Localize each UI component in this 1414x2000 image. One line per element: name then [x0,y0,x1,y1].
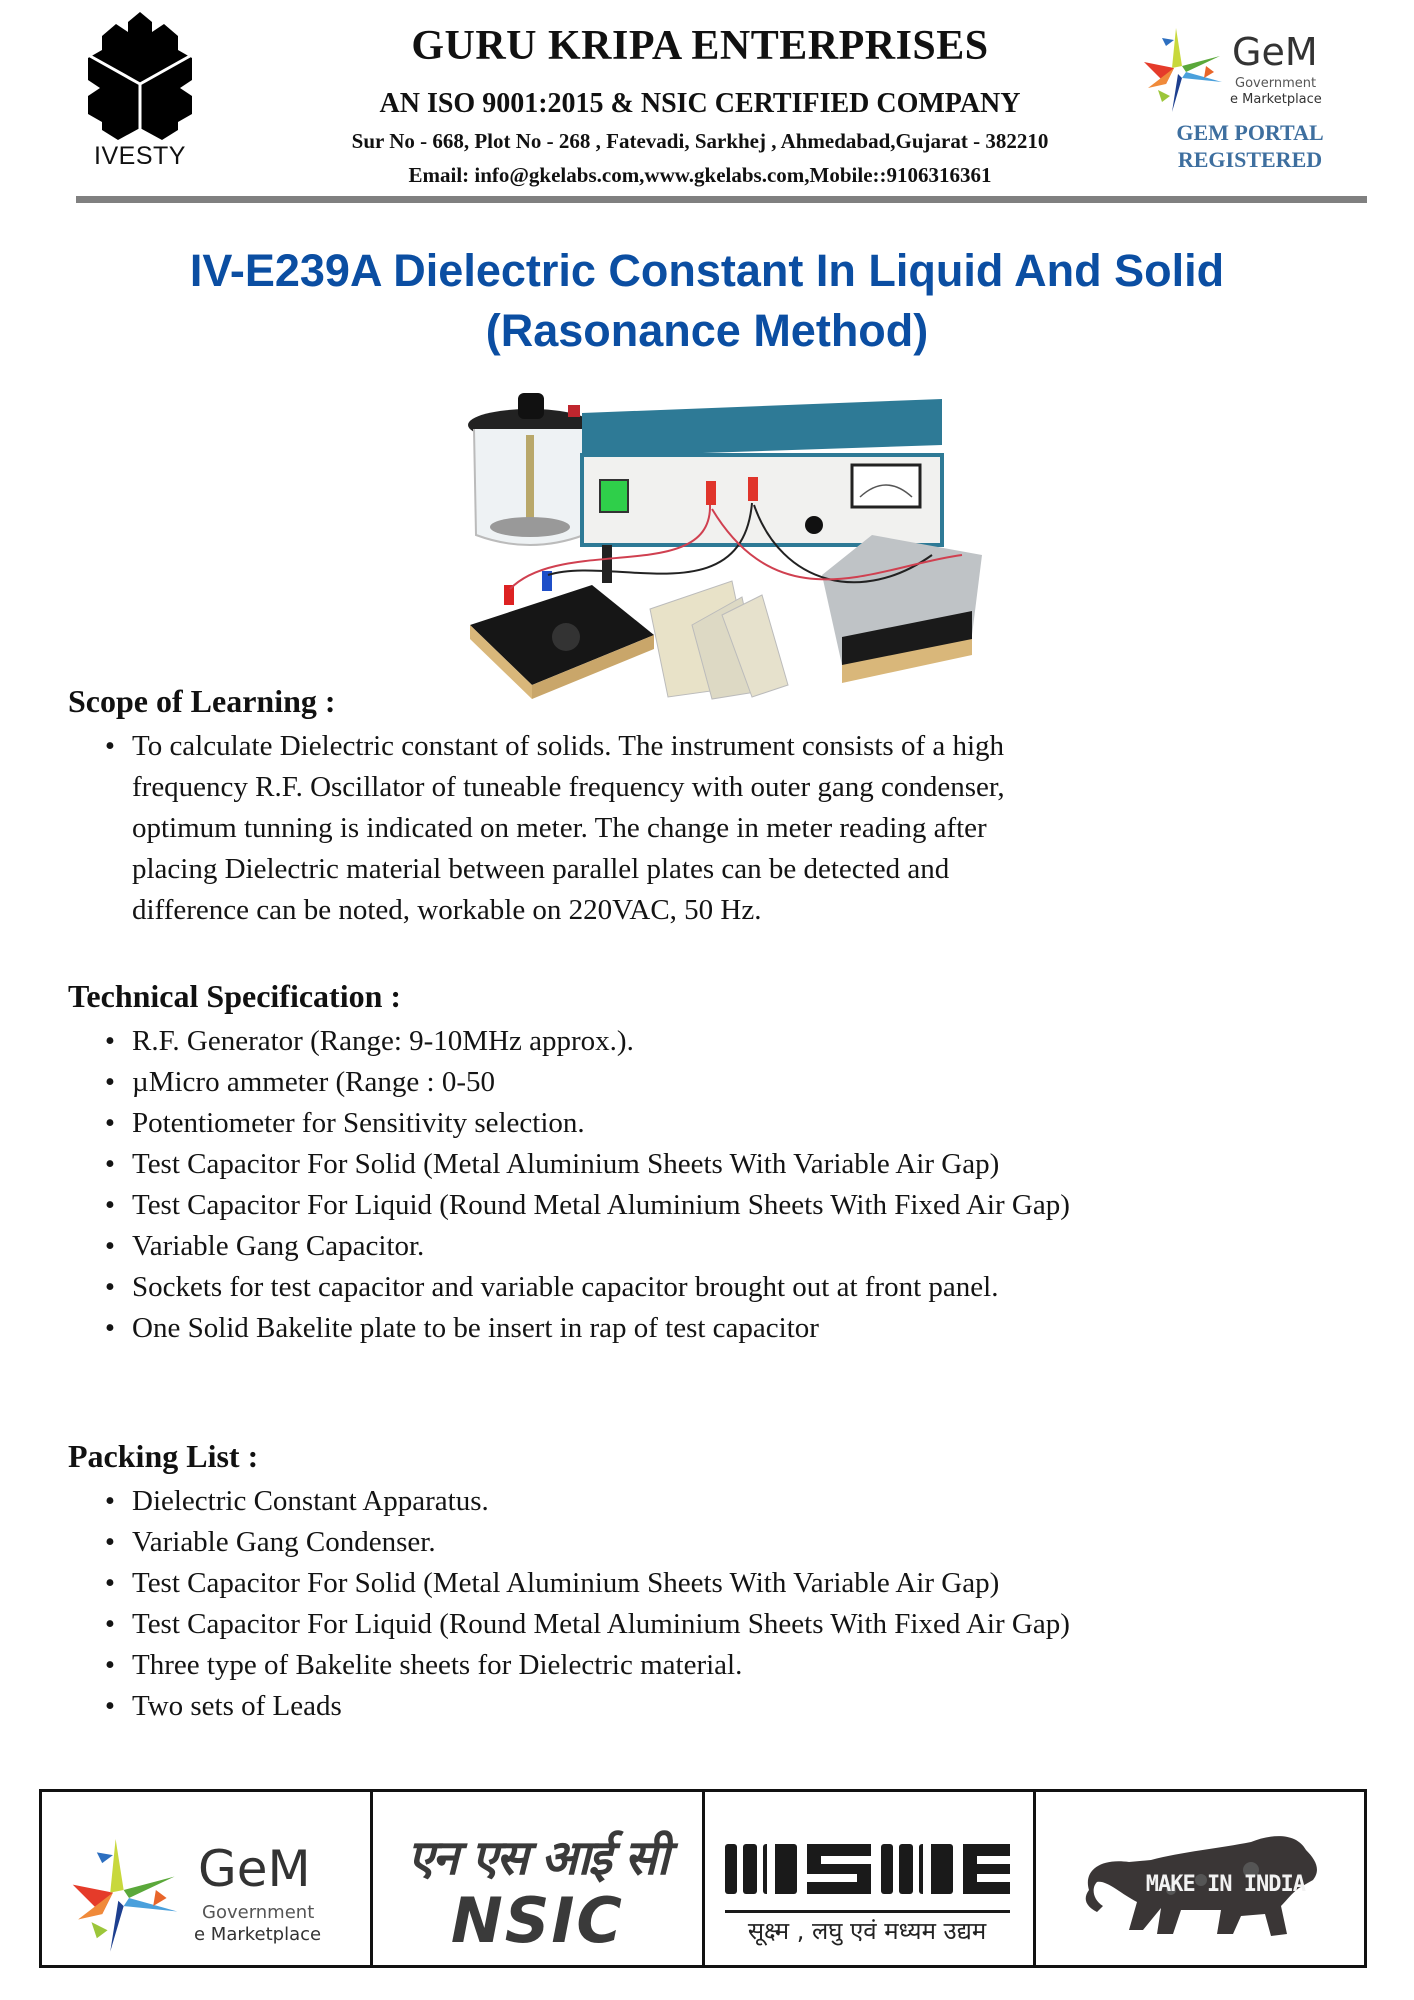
bullet-icon: • [104,1567,116,1599]
packing-item: • Dielectric Constant Apparatus. [132,1481,1302,1522]
gem-line2: e Marketplace [194,1924,322,1945]
make-in-india-text: MAKE IN INDIA [1145,1872,1305,1897]
bullet-icon: • [104,1107,116,1139]
packing-item: • Test Capacitor For Liquid (Round Metal Aluminium Sheets With Fixed Air Gap) [132,1604,1262,1645]
certification-logos-footer [39,1789,1367,1968]
bullet-icon: • [104,1230,116,1262]
gem-logo-header [1140,24,1360,114]
spec-item: • R.F. Generator (Range: 9-10MHz approx.). [132,1021,1302,1062]
gem-star-logo-icon [1142,26,1224,112]
bullet-icon: • [104,1189,116,1221]
scope-line: optimum tunning is indicated on meter. The change in meter reading after [132,812,987,844]
spec-item: • Potentiometer for Sensitivity selection. [132,1103,1302,1144]
nsic-hindi-text: एन एस आई सी [407,1830,668,1886]
bullet-icon: • [104,1066,116,1098]
bullet-icon: • [104,1271,116,1303]
gem-line1: Government [1235,76,1317,91]
company-name: GURU KRIPA ENTERPRISES [411,23,989,69]
oscillator-top [582,399,942,457]
gem-line2: e Marketplace [1230,92,1322,107]
packing-item: • Test Capacitor For Solid (Metal Aluminium Sheets With Variable Air Gap) [132,1563,1302,1604]
sensitivity-knob [805,516,823,534]
ivesty-cube-logo-icon [80,10,200,145]
bullet-icon: • [104,1025,116,1057]
packing-item: • Variable Gang Condenser. [132,1522,1302,1563]
footer-cell-gem [42,1792,370,1965]
footer-cell-nsic [370,1792,701,1965]
bullet-icon: • [104,1608,116,1640]
lid-knob [518,393,544,419]
bullet-icon: • [104,1649,116,1681]
packing-list-heading: Packing List : [68,1438,259,1474]
footer-cell-make-in-india [1033,1792,1364,1965]
spec-item: • Test Capacitor For Solid (Metal Aluminium Sheets With Variable Air Gap) [132,1144,1302,1185]
gem-line1: Government [202,1902,315,1923]
spec-item: • Variable Gang Capacitor. [132,1226,1302,1267]
gem-portal-label: GEM PORTAL [1176,120,1324,145]
packing-item: • Two sets of Leads [132,1686,1302,1727]
product-title-line1: IV-E239A Dielectric Constant In Liquid And Solid [189,245,1225,296]
gem-wordmark: GeM [1232,30,1318,74]
spec-item: • Test Capacitor For Liquid (Round Metal Aluminium Sheets With Fixed Air Gap) [132,1185,1262,1226]
technical-spec-heading: Technical Specification : [68,978,402,1014]
scope-heading: Scope of Learning : [68,683,336,719]
bullet-icon: • [104,1312,116,1344]
spec-item: • µMicro ammeter (Range : 0-50 [132,1062,1302,1103]
product-photo-illustration [462,385,984,701]
scope-line: frequency R.F. Oscillator of tuneable frequency with outer gang condenser, [132,771,1005,803]
packing-item: • Three type of Bakelite sheets for Dielectric material. [132,1645,1302,1686]
bullet-icon: • [104,730,116,762]
bullet-icon: • [104,1485,116,1517]
power-switch [600,480,628,512]
technical-spec-list [104,1021,1302,1349]
spec-item: • One Solid Bakelite plate to be insert in rap of test capacitor [132,1308,1302,1349]
header-divider [76,196,1367,203]
product-photo [462,385,984,701]
spec-item: • Sockets for test capacitor and variable capacitor brought out at front panel. [132,1267,1302,1308]
gem-star-logo-icon [70,1832,180,1956]
bullet-icon: • [104,1148,116,1180]
company-contact: Email: info@gkelabs.com,www.gkelabs.com,Mobile::9106316361 [408,163,992,187]
bullet-icon: • [104,1690,116,1722]
scope-list [104,726,1302,931]
scope-line: placing Dielectric material between parallel plates can be detected and [132,853,950,885]
company-tagline: AN ISO 9001:2015 & NSIC CERTIFIED COMPANY [379,88,1021,119]
nsic-logo-text: NSIC [450,1884,624,1957]
micro-ammeter [852,465,920,507]
packing-list [104,1481,1302,1727]
msme-logo-icon [725,1844,1010,1914]
footer-cell-msme [702,1792,1033,1965]
scope-line: difference can be noted, workable on 220VAC, 50 Hz. [132,894,762,926]
bullet-icon: • [104,1526,116,1558]
company-address: Sur No - 668, Plot No - 268 , Fatevadi, Sarkhej , Ahmedabad,Gujarat - 382210 [351,129,1049,153]
gem-registered-label: REGISTERED [1177,147,1323,172]
gem-wordmark: GeM [198,1840,311,1898]
msme-hindi-text: सूक्ष्म , लघु एवं मध्यम उद्यम [747,1917,987,1945]
scope-line: • To calculate Dielectric constant of solids. The instrument consists of a high [132,726,1302,767]
product-title-line2: (Rasonance Method) [485,305,929,356]
ivesty-logo-text: IVESTY [94,142,186,170]
